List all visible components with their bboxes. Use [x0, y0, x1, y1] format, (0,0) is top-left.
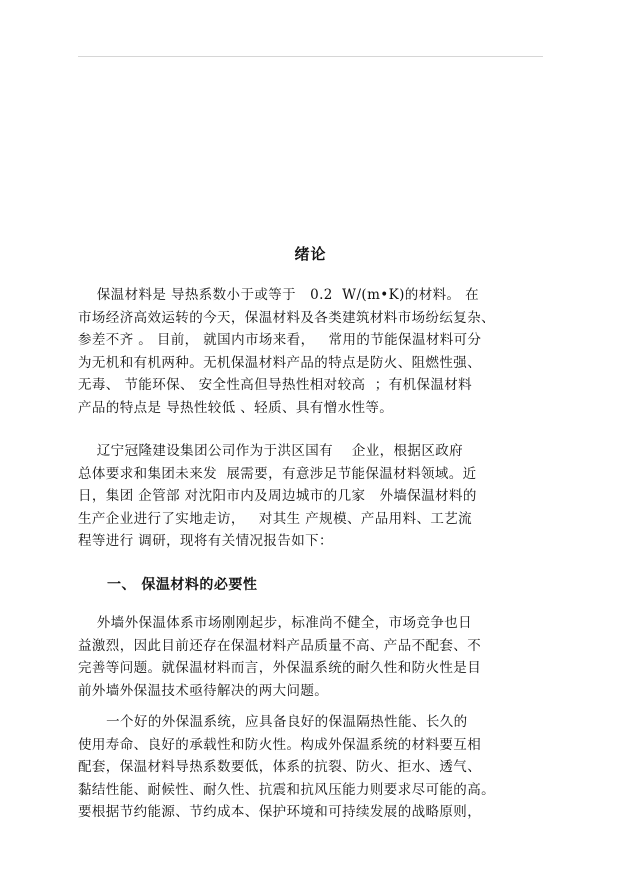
text-line: 总体要求和集团未来发 展需要，有意涉足节能保温材料领域。近 [78, 465, 477, 482]
text-line: 黏结性能、耐候性、耐久性、抗震和抗风压能力则要求尽可能的高。 [78, 781, 495, 798]
text-line: 程等进行 调研，现将有关情况报告如下： [78, 533, 333, 549]
text-line: 完善等问题。就保温材料而言，外保温系统的耐久性和防火性是目 [78, 660, 482, 676]
text-line: 要根据节约能源、节约成本、保护环境和可持续发展的战略原则， [78, 804, 482, 820]
section-heading: 一、 保温材料的必要性 [107, 577, 258, 593]
text-line: 前外墙外保温技术亟待解决的两大问题。 [78, 682, 329, 699]
text-line: 辽宁冠隆建设集团公司作为于洪区国有 企业，根据区政府 [78, 443, 464, 459]
text-line: 保温材料是 导热系数小于或等于 0.2 W/(m•K)的材料。 在 [78, 287, 479, 303]
text-line: 产品的特点是 导热性较低 、轻质、具有憎水性等。 [78, 399, 394, 416]
text-line: 益激烈，因此目前还存在保温材料产品质量不高、产品不配套、不 [78, 637, 482, 654]
section-paragraph-1 [78, 612, 548, 702]
section-paragraph-2 [78, 711, 548, 824]
text-line: 为无机和有机两种。无机保温材料产品的特点是防火、阻燃性强、 [78, 354, 482, 371]
header-rule [78, 56, 543, 57]
text-line: 日，集团 企管部 对沈阳市内及周边城市的几家 外墙保温材料的 [78, 488, 477, 504]
text-line: 参差不齐 。 目前， 就国内市场来看， 常用的节能保温材料可分 [78, 332, 482, 348]
document-title: 绪论 [294, 245, 327, 263]
intro-paragraph-2 [78, 440, 548, 553]
text-line: 使用寿命、良好的承载性和防火性。构成外保温系统的材料要互相 [78, 736, 482, 753]
text-line: 配套，保温材料导热系数要低，体系的抗裂、防火、拒水、透气、 [78, 759, 482, 775]
text-line: 无毒、 节能环保、 安全性高但导热性相对较高 ；有机保温材料 [78, 377, 473, 393]
text-line: 市场经济高效运转的今天，保温材料及各类建筑材料市场纷纭复杂、 [78, 309, 495, 326]
text-line: 一个好的外保温系统，应具备良好的保温隔热性能、长久的 [78, 714, 468, 730]
text-line: 生产企业进行了实地走访， 对其生 产规模、产品用料、工艺流 [78, 510, 473, 527]
intro-paragraph-1 [78, 284, 548, 419]
text-line: 外墙外保温体系市场刚刚起步，标准尚不健全，市场竞争也日 [78, 615, 473, 631]
